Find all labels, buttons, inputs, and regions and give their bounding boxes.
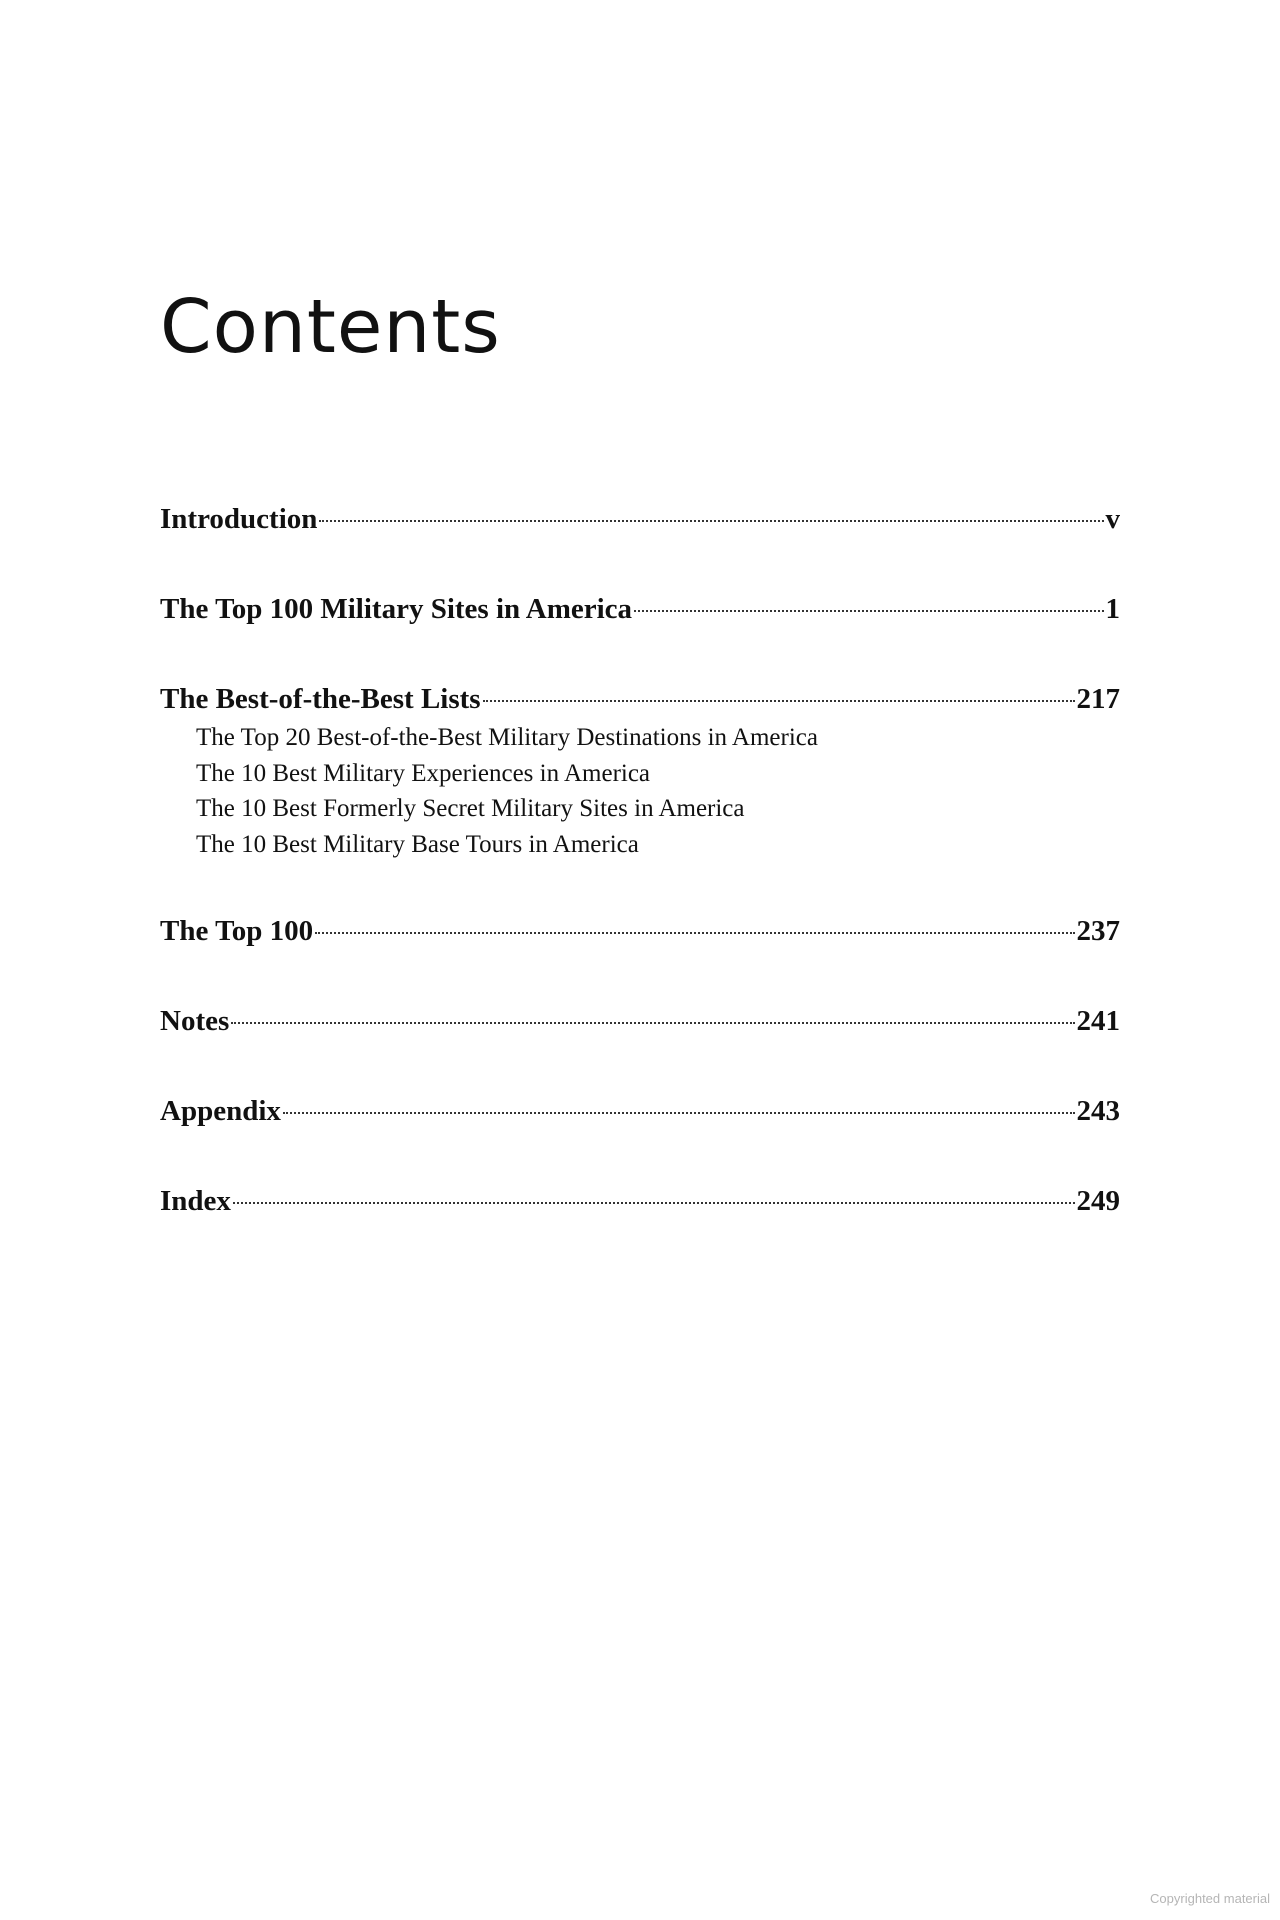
dot-leader — [283, 1112, 1075, 1114]
toc-subentry-list — [160, 720, 1120, 862]
toc-entry-notes — [160, 1000, 1120, 1042]
toc-entry-label: Notes — [160, 1005, 230, 1037]
toc-entry-label: The Best-of-the-Best Lists — [160, 683, 481, 715]
toc-entry-label: The Top 100 — [160, 915, 314, 947]
toc-line — [160, 1000, 1120, 1042]
toc-line — [160, 588, 1120, 630]
dot-leader — [634, 610, 1103, 612]
dot-leader — [233, 1202, 1075, 1204]
dot-leader — [231, 1022, 1074, 1024]
toc-entry-label: The Top 100 Military Sites in America — [160, 593, 633, 625]
toc-line — [160, 678, 1120, 720]
toc-entry-appendix — [160, 1090, 1120, 1132]
toc-page-number: 217 — [1076, 683, 1120, 715]
toc-line — [160, 498, 1120, 540]
toc-page-number: 243 — [1076, 1095, 1120, 1127]
toc-entry-label: Index — [160, 1185, 231, 1217]
toc-entry-top-100-military-sites — [160, 588, 1120, 630]
toc-entry-label: Introduction — [160, 503, 318, 535]
toc-page-number: 1 — [1105, 593, 1120, 625]
toc-subentry: The Top 20 Best-of-the-Best Military Destinations in America — [196, 724, 818, 751]
toc-page-number: v — [1105, 503, 1120, 535]
toc-page-number: 249 — [1076, 1185, 1120, 1217]
page-title: Contents — [160, 284, 501, 370]
toc-entry-index — [160, 1180, 1120, 1222]
copyright-notice: Copyrighted material — [1150, 1891, 1270, 1906]
toc-subentry: The 10 Best Military Experiences in America — [196, 759, 651, 787]
toc-line — [160, 1180, 1120, 1222]
dot-leader — [483, 700, 1075, 702]
toc-subentry: The 10 Best Formerly Secret Military Sites in America — [196, 795, 745, 822]
toc-line — [160, 1090, 1120, 1132]
table-of-contents — [160, 498, 1120, 1222]
toc-entry-best-of-the-best-lists — [160, 678, 1120, 862]
toc-page-number: 241 — [1076, 1005, 1120, 1037]
toc-entry-label: Appendix — [160, 1095, 281, 1127]
dot-leader — [319, 520, 1103, 522]
toc-entry-introduction — [160, 498, 1120, 540]
toc-subentry: The 10 Best Military Base Tours in America — [196, 830, 639, 858]
toc-line — [160, 910, 1120, 952]
dot-leader — [315, 932, 1074, 934]
toc-page-number: 237 — [1076, 915, 1120, 947]
toc-entry-the-top-100 — [160, 910, 1120, 952]
